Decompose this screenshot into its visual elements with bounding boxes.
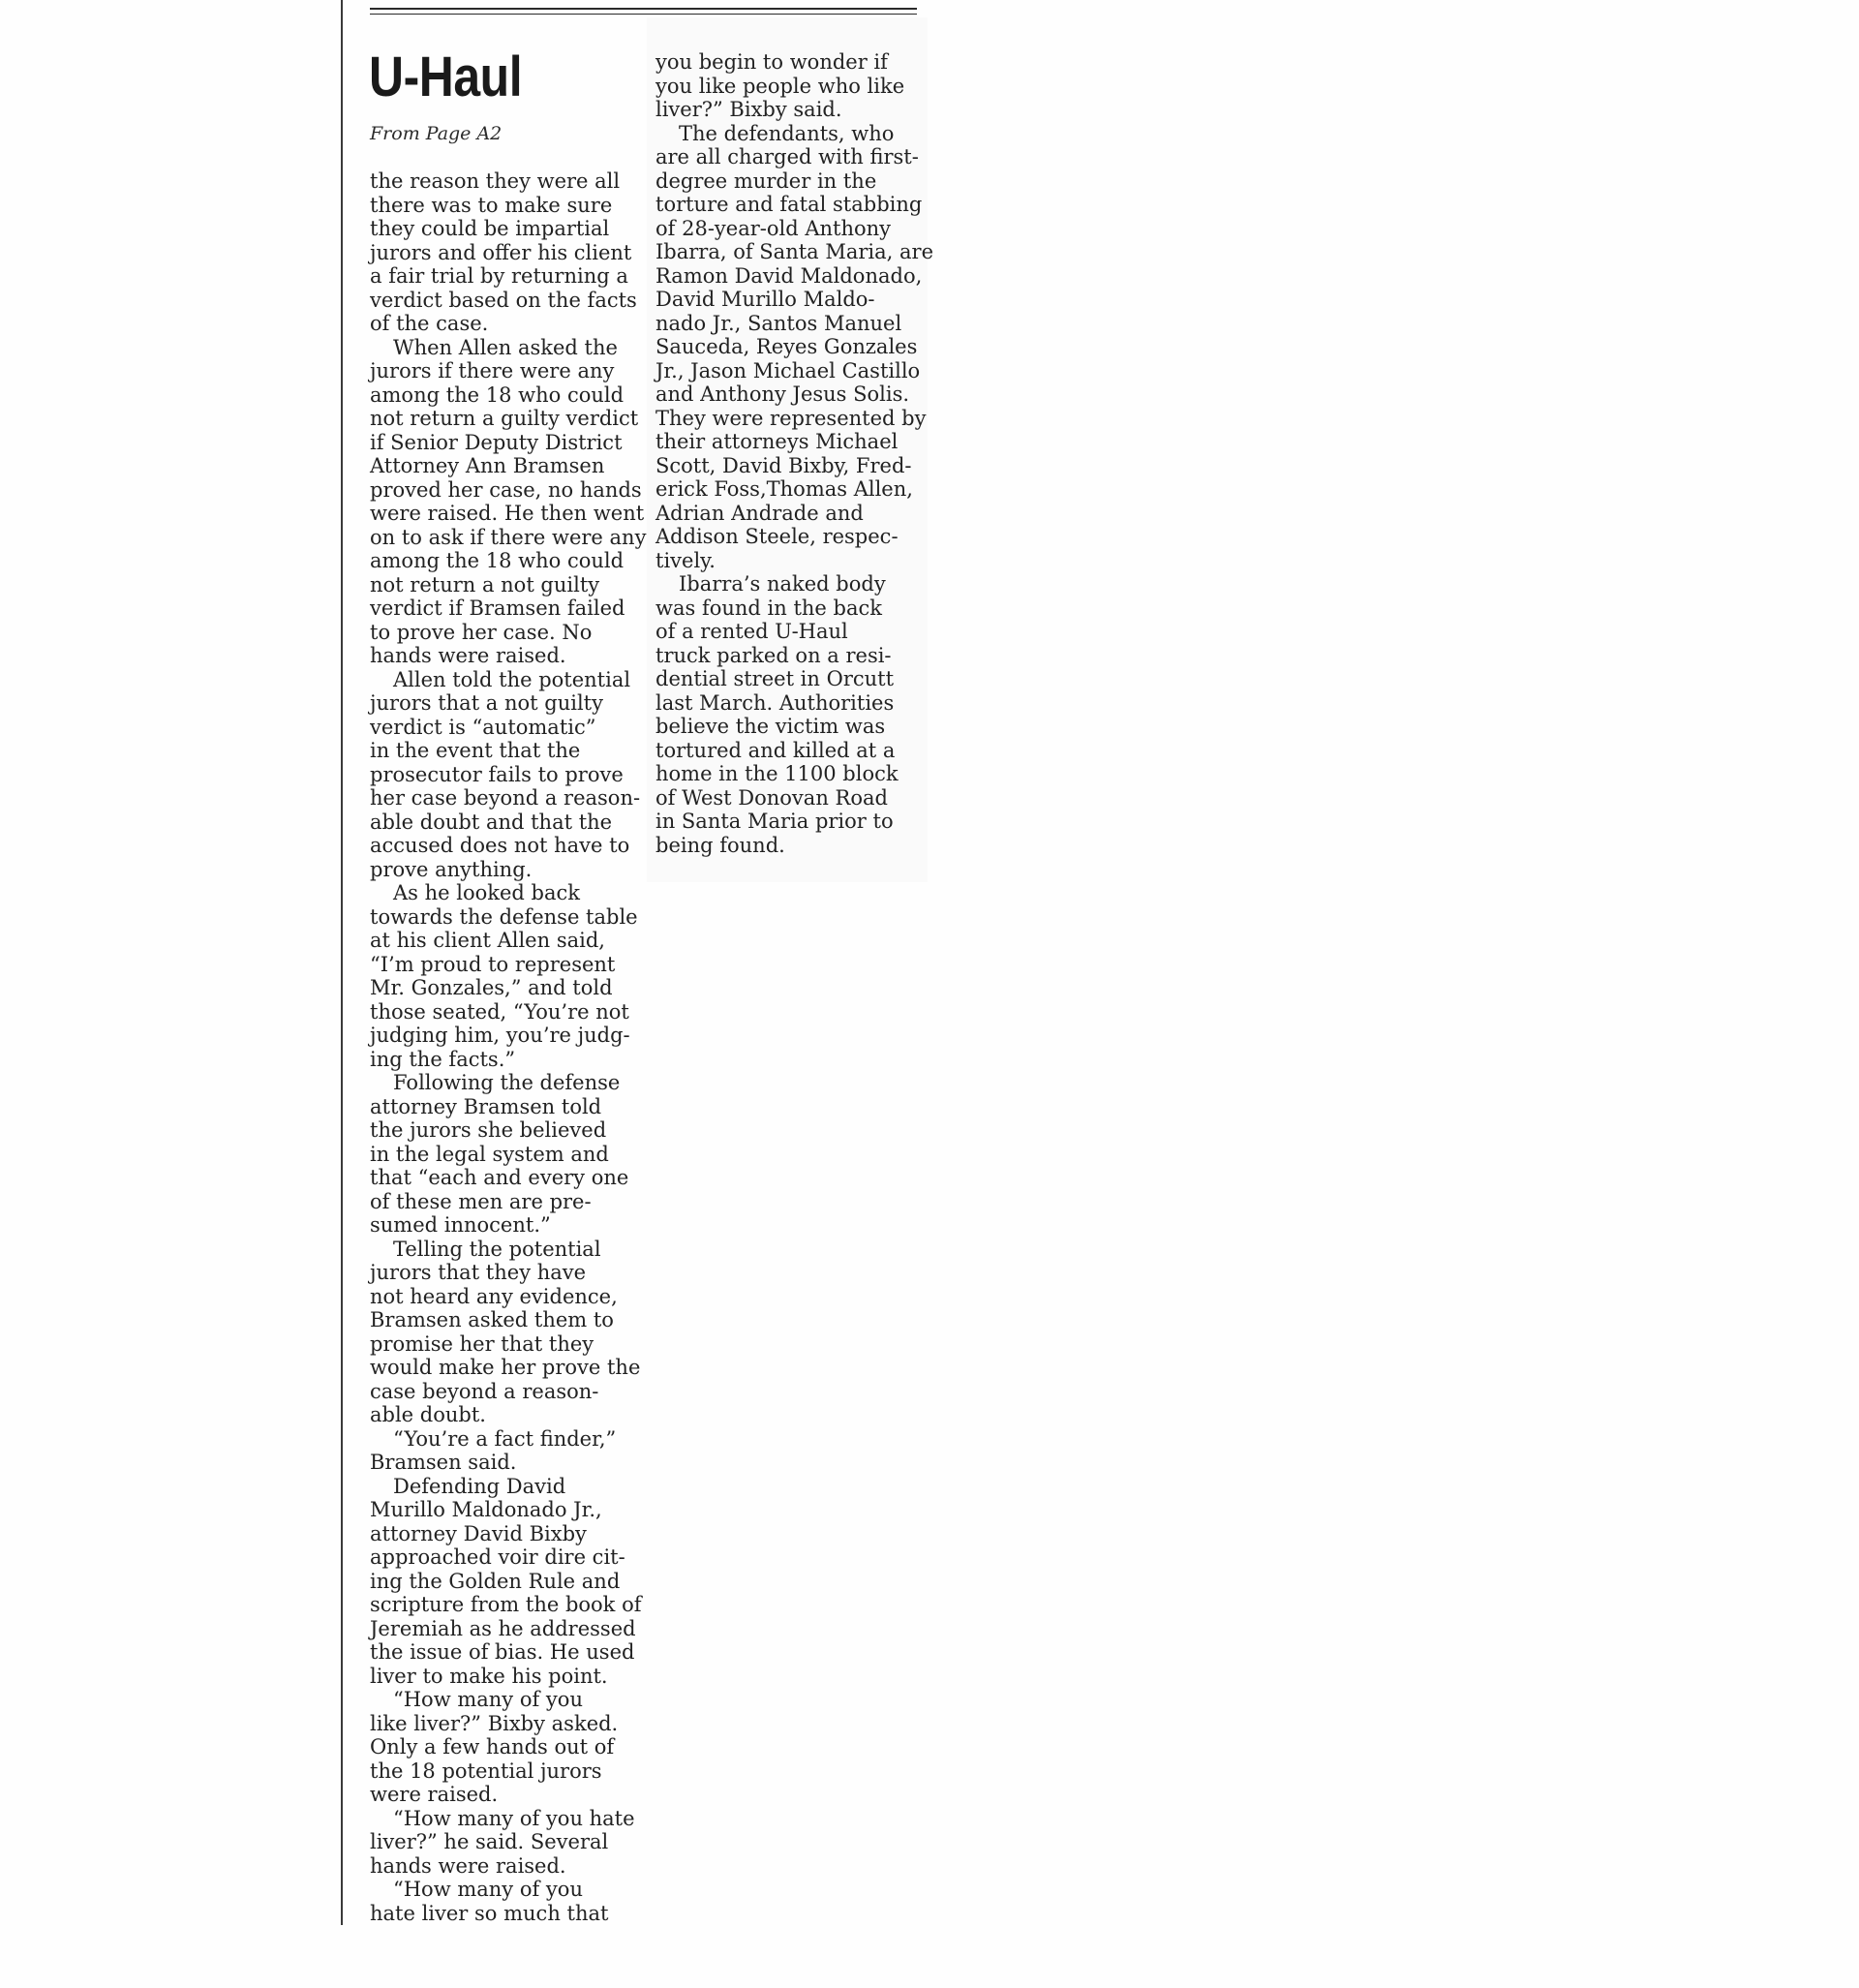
text-line: degree murder in the [655, 168, 877, 193]
text-line: are all charged with first- [655, 145, 919, 168]
text-line: being found. [655, 833, 785, 857]
text-line: When Allen asked the [393, 335, 618, 359]
text-line: Ibarra’s naked body [679, 572, 886, 596]
text-line: “You’re a fact finder,” [393, 1426, 617, 1451]
text-line: verdict if Bramsen failed [370, 596, 625, 620]
text-line: was found in the back [655, 596, 882, 620]
text-line: her case beyond a reason- [370, 786, 641, 810]
text-line: tively. [655, 548, 716, 572]
text-line: ing the facts.” [370, 1047, 516, 1071]
text-line: torture and fatal stabbing [655, 193, 923, 216]
text-line: liver to make his point. [370, 1664, 608, 1688]
text-line: would make her prove the [370, 1356, 641, 1379]
article-paragraph [655, 572, 931, 857]
text-line: their attorneys Michael [655, 430, 899, 453]
text-line: Addison Steele, respec- [655, 525, 899, 548]
text-line: Following the defense [393, 1071, 621, 1094]
text-line: able doubt. [370, 1403, 486, 1426]
text-line: hate liver so much that [370, 1901, 609, 1925]
text-line: jurors that they have [370, 1261, 587, 1284]
text-line: David Murillo Maldo- [655, 288, 875, 311]
text-line: they could be impartial [370, 217, 610, 240]
text-line: Jeremiah as he addressed [370, 1616, 636, 1640]
text-line: Bramsen asked them to [370, 1308, 614, 1331]
text-line: if Senior Deputy District [370, 430, 623, 454]
text-line: attorney David Bixby [370, 1521, 587, 1545]
text-line: able doubt and that the [370, 810, 613, 834]
text-line: of these men are pre- [370, 1189, 592, 1213]
article-paragraph [655, 122, 931, 573]
text-line: They were represented by [655, 406, 927, 430]
article-paragraph [370, 1688, 646, 1807]
text-line: Telling the potential [393, 1237, 601, 1261]
text-line: truck parked on a resi- [655, 643, 892, 667]
text-line: Bramsen said. [370, 1451, 517, 1474]
article-column-right [655, 50, 931, 857]
text-line: were raised. He then went [370, 502, 645, 525]
article-paragraph [370, 1427, 646, 1475]
text-line: in Santa Maria prior to [655, 810, 894, 833]
text-line: not return a not guilty [370, 572, 600, 596]
text-line: prosecutor fails to prove [370, 762, 624, 786]
text-line: jurors if there were any [370, 359, 615, 382]
text-line: the reason they were all [370, 169, 621, 193]
article-paragraph [370, 1238, 646, 1427]
text-line: case beyond a reason- [370, 1379, 599, 1403]
text-line: Ramon David Maldonado, [655, 263, 923, 288]
text-line: you like people who like [655, 74, 905, 98]
article-headline: U-Haul [369, 46, 523, 108]
text-line: towards the defense table [370, 904, 638, 929]
text-line: liver?” Bixby said. [655, 98, 842, 121]
text-line: of the case. [370, 312, 489, 335]
text-line: prove anything. [370, 857, 533, 881]
text-line: not heard any evidence, [370, 1284, 618, 1308]
text-line: The defendants, who [679, 121, 895, 145]
text-line: nado Jr., Santos Manuel [655, 311, 902, 335]
article-paragraph [370, 169, 646, 336]
text-line: Attorney Ann Bramsen [370, 454, 605, 477]
text-line: among the 18 who could [370, 549, 625, 572]
text-line: ing the Golden Rule and [370, 1569, 621, 1593]
text-line: “How many of you hate [393, 1806, 635, 1830]
text-line: and Anthony Jesus Solis. [655, 382, 910, 406]
text-line: last March. Authorities [655, 690, 895, 715]
text-line: of West Donovan Road [655, 785, 888, 810]
text-line: “I’m proud to represent [370, 952, 616, 976]
text-line: hands were raised. [370, 644, 566, 667]
article-paragraph [370, 668, 646, 882]
text-line: Scott, David Bixby, Fred- [655, 453, 912, 477]
text-line: scripture from the book of [370, 1593, 642, 1616]
text-line: “How many of you [393, 1688, 583, 1711]
text-line: “How many of you [393, 1878, 583, 1901]
text-line: home in the 1100 block [655, 762, 899, 785]
article-paragraph [655, 50, 931, 122]
text-line: in the legal system and [370, 1142, 609, 1166]
text-line: on to ask if there were any [370, 525, 647, 549]
article-paragraph [370, 1071, 646, 1238]
text-line: Ibarra, of Santa Maria, are [655, 240, 933, 263]
text-line: the 18 potential jurors [370, 1759, 602, 1783]
text-line: dential street in Orcutt [655, 667, 895, 690]
text-line: sumed innocent.” [370, 1213, 551, 1237]
text-line: of 28-year-old Anthony [655, 216, 892, 240]
article-paragraph [370, 1475, 646, 1689]
text-line: Mr. Gonzales,” and told [370, 976, 613, 999]
jump-source-line: From Page A2 [370, 123, 503, 144]
text-line: in the event that the [370, 739, 581, 762]
text-line: like liver?” Bixby asked. [370, 1711, 619, 1735]
text-line: believe the victim was [655, 715, 886, 738]
text-line: at his client Allen said, [370, 929, 605, 952]
text-line: Murillo Maldonado Jr., [370, 1498, 602, 1521]
text-line: among the 18 who could [370, 382, 625, 407]
text-line: Only a few hands out of [370, 1735, 615, 1759]
text-line: were raised. [370, 1783, 499, 1806]
text-line: jurors and offer his client [370, 240, 632, 264]
text-line: Allen told the potential [393, 667, 631, 691]
text-line: jurors that a not guilty [370, 691, 603, 715]
column-divider [341, 0, 343, 1925]
text-line: tortured and killed at a [655, 738, 896, 762]
article-paragraph [370, 1807, 646, 1879]
text-line: a fair trial by returning a [370, 264, 628, 288]
text-line: to prove her case. No [370, 620, 593, 644]
text-line: not return a guilty verdict [370, 407, 639, 430]
text-line: Jr., Jason Michael Castillo [655, 358, 921, 382]
text-line: judging him, you’re judg- [370, 1024, 630, 1047]
text-line: erick Foss,Thomas Allen, [655, 477, 913, 501]
text-line: Defending David [393, 1474, 566, 1498]
article-paragraph [370, 1878, 646, 1925]
text-line: that “each and every one [370, 1166, 629, 1189]
text-line: As he looked back [393, 881, 580, 904]
text-line: proved her case, no hands [370, 477, 642, 502]
article-paragraph [370, 881, 646, 1071]
article-paragraph [370, 336, 646, 668]
text-line: Sauceda, Reyes Gonzales [655, 335, 918, 358]
text-line: those seated, “You’re not [370, 999, 629, 1024]
text-line: promise her that they [370, 1331, 594, 1356]
text-line: accused does not have to [370, 834, 630, 857]
text-line: approached voir dire cit- [370, 1545, 625, 1569]
headline-rule [370, 8, 917, 15]
text-line: of a rented U-Haul [655, 620, 848, 643]
text-line: you begin to wonder if [655, 50, 888, 74]
text-line: there was to make sure [370, 193, 613, 217]
text-line: the issue of bias. He used [370, 1640, 635, 1664]
text-line: liver?” he said. Several [370, 1830, 609, 1853]
text-line: the jurors she believed [370, 1118, 607, 1142]
text-line: hands were raised. [370, 1853, 566, 1878]
article-column-left [370, 169, 646, 1925]
text-line: Adrian Andrade and [655, 501, 864, 525]
text-line: verdict based on the facts [370, 288, 637, 312]
text-line: attorney Bramsen told [370, 1094, 602, 1118]
text-line: verdict is “automatic” [370, 715, 596, 739]
